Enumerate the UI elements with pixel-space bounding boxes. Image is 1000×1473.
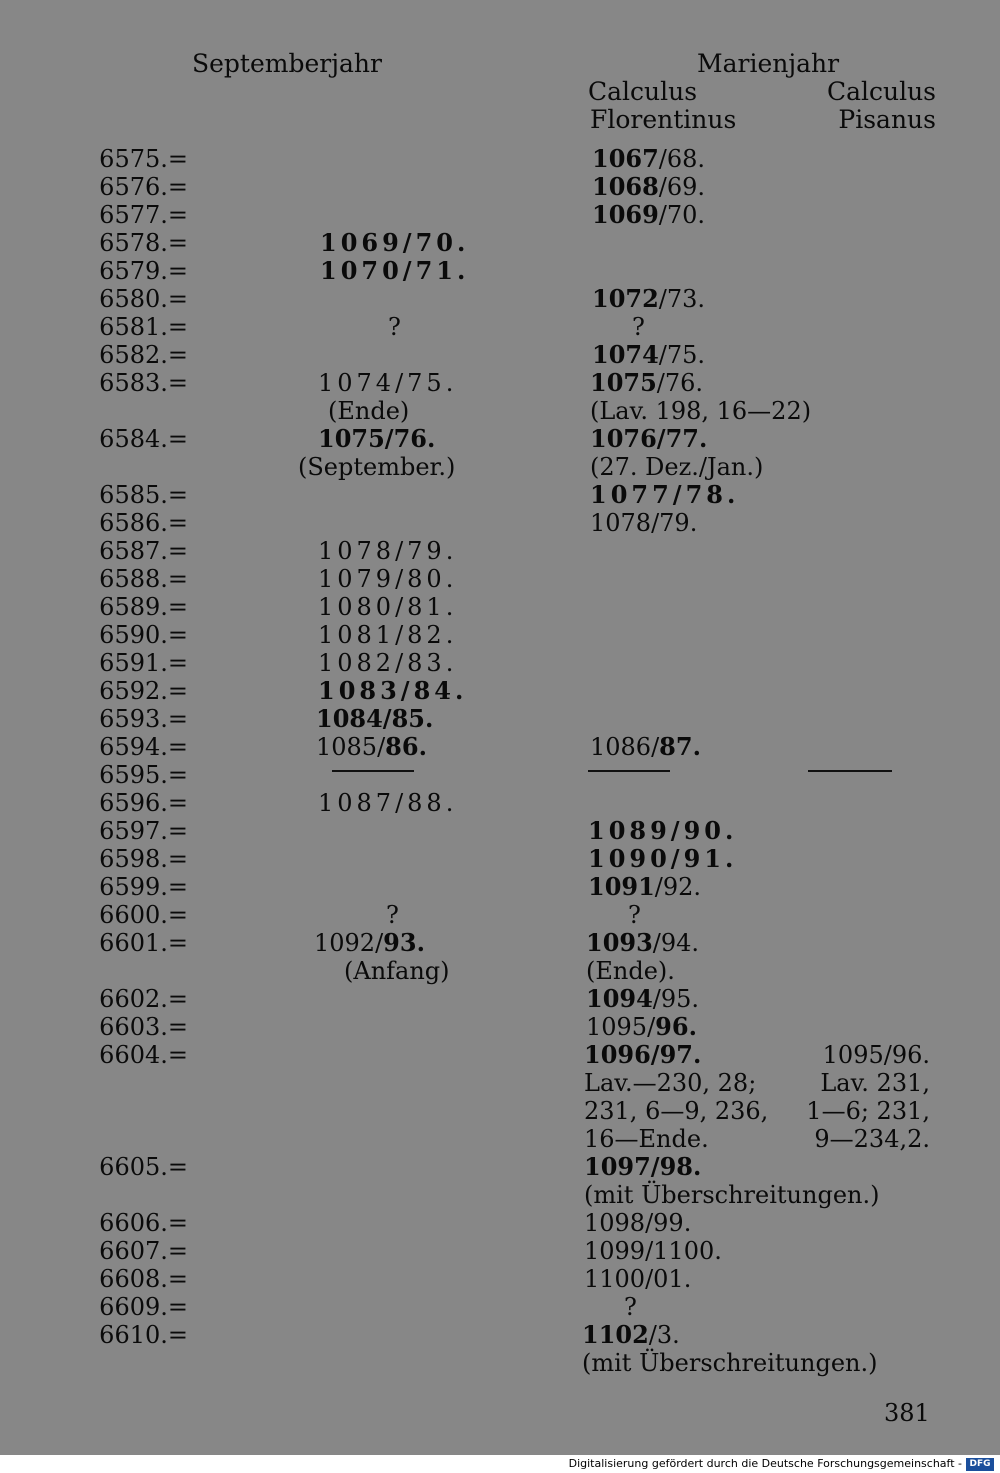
florentinus-entry: ? <box>628 901 641 929</box>
september-entry: 1080/81. <box>318 593 458 621</box>
florentinus-entry <box>590 369 703 397</box>
year-label: 6608.= <box>99 1265 188 1293</box>
florentinus-entry-part: 1072 <box>592 284 659 313</box>
florentinus-entry-part: 1093 <box>586 928 653 957</box>
florentinus-entry: 1090/91. <box>588 844 738 873</box>
florentinus-entry-part: /92. <box>654 873 702 901</box>
florentinus-entry-part: /95. <box>652 985 700 1013</box>
florentinus-entry-part: 1091 <box>588 872 655 901</box>
september-entry: 1079/80. <box>318 565 458 593</box>
pisanus-entry: 1095/96. <box>822 1041 930 1069</box>
year-label: 6582.= <box>99 341 188 369</box>
florentinus-entry-part: 1069 <box>592 200 659 229</box>
september-entry: 1070/71. <box>320 256 470 285</box>
florentinus-entry <box>590 733 701 761</box>
florentinus-entry <box>592 341 705 369</box>
pisanus-note: 1—6; 231, <box>806 1097 930 1125</box>
year-label: 6590.= <box>99 621 188 649</box>
september-entry: ? <box>386 901 399 929</box>
florentinus-entry: 1096/97. <box>584 1040 702 1069</box>
september-entry: 1074/75. <box>318 369 458 397</box>
florentinus-entry-part: 87. <box>659 732 701 761</box>
year-label: 6578.= <box>99 229 188 257</box>
header-septemberjahr: Septemberjahr <box>192 49 382 78</box>
year-label: 6589.= <box>99 593 188 621</box>
footer-text: Digitalisierung gefördert durch die Deutsche Forschungsgemeinschaft - <box>568 1457 962 1470</box>
year-label: 6602.= <box>99 985 188 1013</box>
september-entry: 1078/79. <box>318 537 458 565</box>
year-label: 6604.= <box>99 1041 188 1069</box>
september-entry: 1084/85. <box>316 704 434 733</box>
florentinus-note: Lav.—230, 28; <box>584 1069 757 1097</box>
florentinus-entry <box>582 1321 680 1349</box>
florentinus-dash <box>588 770 670 772</box>
year-label: 6577.= <box>99 201 188 229</box>
september-dash <box>332 770 414 772</box>
september-note: (September.) <box>298 453 456 481</box>
florentinus-note: (mit Überschreitungen.) <box>584 1181 880 1209</box>
florentinus-note: (Lav. 198, 16—22) <box>590 397 812 425</box>
year-label: 6587.= <box>99 537 188 565</box>
september-entry: 1087/88. <box>318 789 458 817</box>
september-entry-part: 1092/ <box>314 929 384 957</box>
september-entry: ? <box>388 313 401 341</box>
header-calculus-pisanus-2: Pisanus <box>838 105 936 134</box>
year-label: 6601.= <box>99 929 188 957</box>
header-marienjahr: Marienjahr <box>697 49 840 78</box>
florentinus-entry <box>588 873 701 901</box>
florentinus-note: (27. Dez./Jan.) <box>590 453 764 481</box>
year-label: 6576.= <box>99 173 188 201</box>
pisanus-note: 9—234,2. <box>814 1125 930 1153</box>
florentinus-entry-part: 1095/ <box>586 1013 656 1041</box>
header-calculus-florentinus-2: Florentinus <box>590 105 737 134</box>
florentinus-entry-part: /73. <box>658 285 706 313</box>
september-entry: 1081/82. <box>318 621 458 649</box>
florentinus-note: 16—Ende. <box>584 1125 709 1153</box>
florentinus-entry-part: /3. <box>648 1321 680 1349</box>
year-label: 6584.= <box>99 425 188 453</box>
florentinus-entry <box>592 285 705 313</box>
year-label: 6600.= <box>99 901 188 929</box>
year-label: 6585.= <box>99 481 188 509</box>
header-calculus-pisanus-1: Calculus <box>826 77 936 106</box>
florentinus-entry-part: 1086/ <box>590 733 660 761</box>
florentinus-entry-part: /94. <box>652 929 700 957</box>
header-calculus-florentinus-1: Calculus <box>588 77 698 106</box>
year-label: 6598.= <box>99 845 188 873</box>
florentinus-entry: 1098/99. <box>584 1209 692 1237</box>
florentinus-entry-part: /68. <box>658 145 706 173</box>
year-label: 6605.= <box>99 1153 188 1181</box>
year-label: 6610.= <box>99 1321 188 1349</box>
florentinus-entry: 1078/79. <box>590 509 698 537</box>
september-entry: 1083/84. <box>318 676 468 705</box>
florentinus-entry <box>592 173 705 201</box>
footer-bar <box>0 1455 1000 1473</box>
year-label: 6593.= <box>99 705 188 733</box>
florentinus-entry-part: /69. <box>658 173 706 201</box>
september-note: (Anfang) <box>344 957 450 985</box>
florentinus-entry-part: /75. <box>658 341 706 369</box>
florentinus-entry: 1076/77. <box>590 424 708 453</box>
year-label: 6579.= <box>99 257 188 285</box>
page-number: 381 <box>884 1399 930 1427</box>
florentinus-entry: 1100/01. <box>584 1265 692 1293</box>
september-entry-part: 93. <box>383 928 425 957</box>
september-entry-part: 86. <box>385 732 427 761</box>
florentinus-entry-part: 1074 <box>592 340 659 369</box>
september-entry-part: 1085/ <box>316 733 386 761</box>
pisanus-dash <box>808 770 892 772</box>
year-label: 6591.= <box>99 649 188 677</box>
florentinus-entry <box>586 929 699 957</box>
florentinus-entry: ? <box>624 1293 637 1321</box>
september-entry <box>314 929 425 957</box>
year-label: 6609.= <box>99 1293 188 1321</box>
dfg-logo: DFG <box>966 1458 994 1471</box>
florentinus-note: (Ende). <box>586 957 675 985</box>
year-label: 6606.= <box>99 1209 188 1237</box>
pisanus-note: Lav. 231, <box>820 1069 930 1097</box>
florentinus-entry-part: 1102 <box>582 1320 649 1349</box>
florentinus-entry: 1089/90. <box>588 816 738 845</box>
year-label: 6597.= <box>99 817 188 845</box>
year-label: 6592.= <box>99 677 188 705</box>
florentinus-note: (mit Überschreitungen.) <box>582 1349 878 1377</box>
year-label: 6603.= <box>99 1013 188 1041</box>
florentinus-entry: 1097/98. <box>584 1152 702 1181</box>
year-label: 6580.= <box>99 285 188 313</box>
florentinus-entry <box>586 1013 697 1041</box>
september-entry: 1075/76. <box>318 424 436 453</box>
year-label: 6596.= <box>99 789 188 817</box>
september-entry: 1069/70. <box>320 228 470 257</box>
year-label: 6599.= <box>99 873 188 901</box>
florentinus-entry-part: 1094 <box>586 984 653 1013</box>
september-note: (Ende) <box>328 397 410 425</box>
florentinus-entry <box>592 145 705 173</box>
year-label: 6575.= <box>99 145 188 173</box>
florentinus-entry: 1099/1100. <box>584 1237 722 1265</box>
florentinus-note: 231, 6—9, 236, <box>584 1097 769 1125</box>
year-label: 6581.= <box>99 313 188 341</box>
florentinus-entry-part: /70. <box>658 201 706 229</box>
florentinus-entry: ? <box>632 313 645 341</box>
florentinus-entry-part: 96. <box>655 1012 697 1041</box>
year-label: 6583.= <box>99 369 188 397</box>
florentinus-entry <box>586 985 699 1013</box>
florentinus-entry-part: 1075 <box>590 368 657 397</box>
year-label: 6586.= <box>99 509 188 537</box>
florentinus-entry: 1077/78. <box>590 480 740 509</box>
year-label: 6607.= <box>99 1237 188 1265</box>
september-entry: 1082/83. <box>318 649 458 677</box>
florentinus-entry-part: 1067 <box>592 144 659 173</box>
florentinus-entry <box>592 201 705 229</box>
florentinus-entry-part: /76. <box>656 369 704 397</box>
year-label: 6588.= <box>99 565 188 593</box>
year-label: 6594.= <box>99 733 188 761</box>
september-entry <box>316 733 427 761</box>
florentinus-entry-part: 1068 <box>592 172 659 201</box>
year-label: 6595.= <box>99 761 188 789</box>
